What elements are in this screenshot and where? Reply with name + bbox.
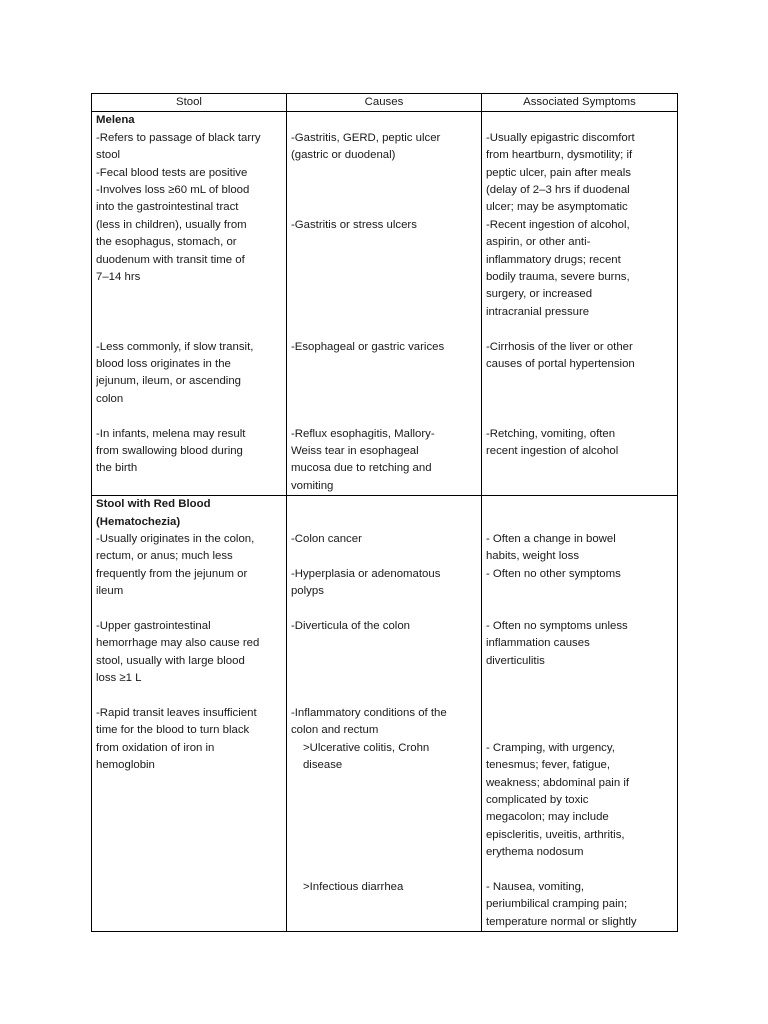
- symptom-text: diverticulitis: [485, 654, 545, 667]
- stool-text: frequently from the jejunum or: [96, 567, 248, 580]
- cause-text: >Infectious diarrhea: [302, 880, 404, 893]
- stool-text: -Fecal blood tests are positive: [96, 166, 248, 179]
- symptom-text: temperature normal or slightly: [485, 915, 637, 928]
- symptom-text: causes of portal hypertension: [485, 358, 635, 371]
- cause-text: colon and rectum: [290, 724, 379, 737]
- symptom-text: recent ingestion of alcohol: [485, 445, 619, 458]
- stool-text: stool, usually with large blood: [96, 654, 245, 667]
- cause-text: -Inflammatory conditions of the: [290, 706, 447, 719]
- cause-text: vomiting: [290, 479, 334, 492]
- stool-text: rectum, or anus; much less: [96, 550, 233, 563]
- symptom-text: -Cirrhosis of the liver or other: [485, 340, 633, 353]
- stool-text: -In infants, melena may result: [96, 427, 246, 440]
- stool-text: -Rapid transit leaves insufficient: [96, 706, 257, 719]
- stool-text: stool: [96, 149, 121, 162]
- stool-text: -Refers to passage of black tarry: [96, 131, 261, 144]
- symptom-text: intracranial pressure: [485, 305, 590, 318]
- cause-text: -Diverticula of the colon: [290, 619, 410, 632]
- stool-text: 7–14 hrs: [96, 271, 141, 284]
- stool-text: hemorrhage may also cause red: [96, 637, 260, 650]
- symptom-text: - Often no symptoms unless: [485, 619, 628, 632]
- cause-text: -Gastritis or stress ulcers: [290, 218, 417, 231]
- symptoms-cell-melena: [481, 112, 677, 496]
- cause-text: Weiss tear in esophageal: [290, 444, 419, 457]
- stool-text: -Involves loss ≥60 mL of blood: [96, 184, 250, 197]
- symptom-text: surgery, or increased: [485, 288, 593, 301]
- stool-text: time for the blood to turn black: [96, 724, 250, 737]
- symptom-text: tenesmus; fever, fatigue,: [485, 759, 611, 772]
- cause-text: disease: [302, 759, 343, 772]
- stool-text: loss ≥1 L: [96, 672, 142, 685]
- symptom-text: -Retching, vomiting, often: [485, 427, 616, 440]
- header-causes: Causes: [286, 94, 481, 112]
- cause-text: mucosa due to retching and: [290, 462, 432, 475]
- stool-text: from swallowing blood during: [96, 445, 243, 458]
- symptom-text: habits, weight loss: [485, 550, 580, 563]
- cause-text: polyps: [290, 585, 324, 598]
- stool-text: the birth: [96, 462, 138, 475]
- symptom-text: bodily trauma, severe burns,: [485, 271, 630, 284]
- stool-text: (less in children), usually from: [96, 218, 247, 231]
- cause-text: >Ulcerative colitis, Crohn: [302, 741, 430, 754]
- symptom-text: weakness; abdominal pain if: [485, 776, 630, 789]
- stool-text: from oxidation of iron in: [96, 741, 215, 754]
- stool-text: -Less commonly, if slow transit,: [96, 340, 254, 353]
- section-heading-melena: Melena: [96, 114, 135, 127]
- section-heading-hematochezia: Stool with Red Blood: [96, 498, 211, 511]
- stool-text: hemoglobin: [96, 759, 155, 772]
- causes-cell-melena: [286, 112, 481, 496]
- symptom-text: - Nausea, vomiting,: [485, 880, 585, 893]
- symptom-text: inflammation causes: [485, 637, 590, 650]
- symptom-text: aspirin, or other anti-: [485, 236, 591, 249]
- stool-text: the esophagus, stomach, or: [96, 236, 237, 249]
- symptoms-cell-hematochezia: [481, 496, 677, 932]
- causes-cell-hematochezia: [286, 496, 481, 932]
- stool-text: duodenum with transit time of: [96, 253, 245, 266]
- header-stool: Stool: [92, 94, 287, 112]
- symptom-text: -Recent ingestion of alcohol,: [485, 218, 630, 231]
- symptom-text: episcleritis, uveitis, arthritis,: [485, 828, 625, 841]
- symptom-text: periumbilical cramping pain;: [485, 898, 628, 911]
- cause-text: -Gastritis, GERD, peptic ulcer: [290, 131, 441, 144]
- cause-text: -Esophageal or gastric varices: [290, 340, 445, 353]
- symptom-text: from heartburn, dysmotility; if: [485, 149, 633, 162]
- symptom-text: complicated by toxic: [485, 793, 589, 806]
- stool-text: jejunum, ileum, or ascending: [96, 375, 241, 388]
- stool-text: blood loss originates in the: [96, 358, 231, 371]
- stool-text: into the gastrointestinal tract: [96, 201, 239, 214]
- table-row-melena: [92, 112, 678, 496]
- cause-text: -Reflux esophagitis, Mallory-: [290, 427, 435, 440]
- table-header-row: [92, 94, 678, 112]
- header-associated-symptoms: Associated Symptoms: [481, 94, 677, 112]
- stool-text: -Usually originates in the colon,: [96, 532, 255, 545]
- cause-text: (gastric or duodenal): [290, 149, 396, 162]
- symptom-text: inflammatory drugs; recent: [485, 253, 621, 266]
- table-row-hematochezia: [92, 496, 678, 932]
- stool-text: -Upper gastrointestinal: [96, 619, 211, 632]
- stool-text: colon: [96, 392, 124, 405]
- symptom-text: (delay of 2–3 hrs if duodenal: [485, 184, 630, 197]
- symptom-text: - Often no other symptoms: [485, 567, 621, 580]
- stool-cell-melena: [92, 112, 287, 496]
- symptom-text: - Cramping, with urgency,: [485, 741, 615, 754]
- symptom-text: erythema nodosum: [485, 846, 584, 859]
- stool-findings-table: [91, 93, 678, 932]
- symptom-text: -Usually epigastric discomfort: [485, 131, 635, 144]
- symptom-text: peptic ulcer, pain after meals: [485, 166, 631, 179]
- cause-text: -Colon cancer: [290, 532, 362, 545]
- symptom-text: megacolon; may include: [485, 811, 609, 824]
- section-heading-hematochezia: (Hematochezia): [96, 515, 181, 528]
- symptom-text: - Often a change in bowel: [485, 532, 616, 545]
- stool-cell-hematochezia: [92, 496, 287, 932]
- cause-text: -Hyperplasia or adenomatous: [290, 567, 441, 580]
- stool-text: ileum: [96, 585, 124, 598]
- symptom-text: ulcer; may be asymptomatic: [485, 201, 628, 214]
